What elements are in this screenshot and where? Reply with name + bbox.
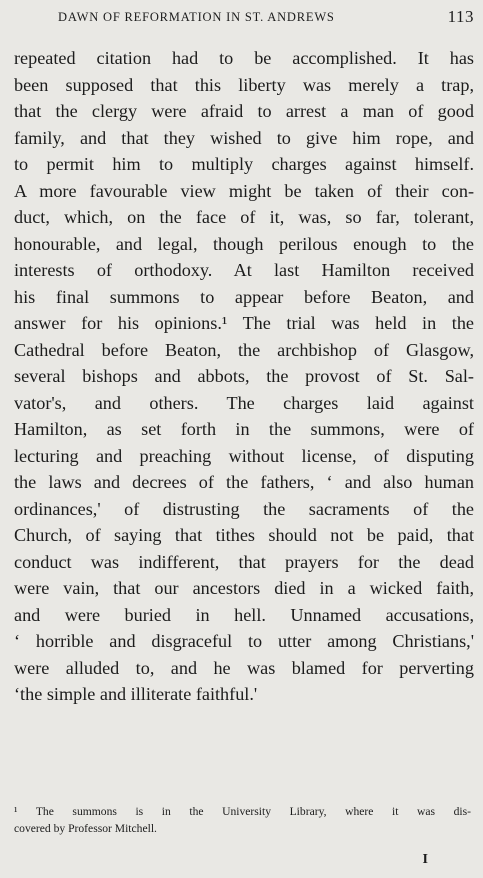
- text-line-last: ‘the simple and illiterate faithful.': [14, 684, 258, 704]
- text-line: were alluded to, and he was blamed for perverting: [14, 657, 474, 678]
- text-line: several bishops and abbots, the provost of St. Sal-: [14, 366, 474, 386]
- text-line: lecturing and preaching without license, of disputing: [14, 445, 474, 466]
- body-text: [14, 45, 474, 708]
- text-line: the laws and decrees of the fathers, ‘ and also human: [14, 472, 474, 492]
- text-line: family, and that they wished to give him rope, and: [14, 127, 474, 148]
- text-line: duct, which, on the face of it, was, so far, tolerant,: [14, 207, 474, 227]
- footnote: [14, 804, 471, 837]
- text-line: vator's, and others. The charges laid against: [14, 392, 474, 413]
- text-line: answer for his opinions.¹ The trial was held in the: [14, 313, 474, 333]
- text-line: Hamilton, as set forth in the summons, were of: [14, 419, 474, 439]
- text-line: conduct was indifferent, that prayers for the dead: [14, 551, 474, 572]
- text-line: were vain, that our ancestors died in a wicked faith,: [14, 578, 474, 598]
- running-title: DAWN OF REFORMATION IN ST. ANDREWS: [58, 10, 335, 24]
- footnote-line-last: covered by Professor Mitchell.: [14, 821, 157, 835]
- text-line: ordinances,' of distrusting the sacraments of the: [14, 498, 474, 519]
- signature-mark: I: [422, 852, 428, 867]
- text-line: been supposed that this liberty was merely a trap,: [14, 74, 474, 95]
- running-head: [58, 8, 474, 28]
- page-number: 113: [447, 7, 474, 26]
- text-line: his final summons to appear before Beaton, and: [14, 286, 474, 307]
- text-line: Cathedral before Beaton, the archbishop of Glasgow,: [14, 339, 474, 360]
- text-line: ‘ horrible and disgraceful to utter among Christians,': [14, 631, 474, 651]
- text-line: that the clergy were afraid to arrest a man of good: [14, 101, 474, 121]
- text-line: A more favourable view might be taken of their con-: [14, 180, 474, 201]
- text-line: and were buried in hell. Unnamed accusations,: [14, 604, 474, 625]
- text-line: honourable, and legal, though perilous enough to the: [14, 233, 474, 254]
- footnote-line: ¹ The summons is in the University Library, where it was dis-: [14, 805, 471, 818]
- text-line: to permit him to multiply charges against himself.: [14, 154, 474, 174]
- text-line: repeated citation had to be accomplished. It has: [14, 48, 474, 68]
- text-line: Church, of saying that tithes should not be paid, that: [14, 525, 474, 545]
- text-line: interests of orthodoxy. At last Hamilton received: [14, 260, 474, 280]
